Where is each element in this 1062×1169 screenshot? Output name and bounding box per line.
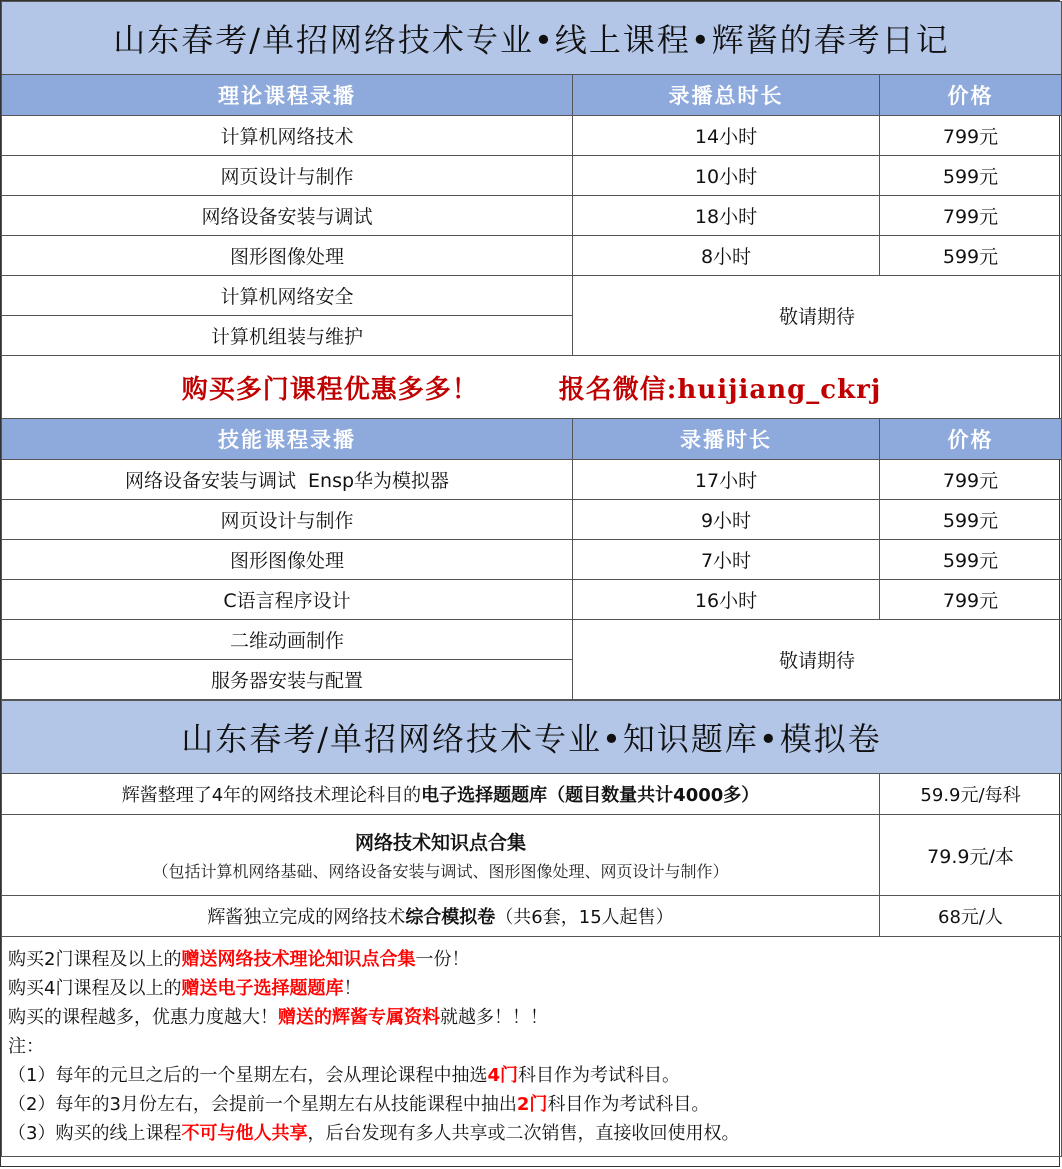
course-name: 网络设备安装与调试 bbox=[2, 196, 573, 236]
theory-header-row bbox=[2, 75, 1062, 116]
note-highlight: 不可与他人共享 bbox=[181, 1123, 308, 1144]
notes-block bbox=[2, 937, 1062, 1157]
knowledge-title: 网络技术知识点合集 bbox=[354, 832, 526, 854]
note-line bbox=[8, 1032, 1055, 1061]
table-row bbox=[2, 815, 1062, 896]
wechat-contact: 报名微信:huijiang_ckrj bbox=[558, 374, 882, 405]
note-highlight: 赠送的辉酱专属资料 bbox=[278, 1007, 440, 1028]
coming-soon-label: 敬请期待 bbox=[573, 276, 1062, 356]
course-name: 网页设计与制作 bbox=[2, 156, 573, 196]
note-line bbox=[8, 1090, 1055, 1119]
note-text: 一份！ bbox=[415, 949, 470, 970]
bank-price: 59.9元/每科 bbox=[880, 774, 1062, 815]
course-hours: 14小时 bbox=[573, 116, 880, 156]
theory-header-name: 理论课程录播 bbox=[2, 75, 573, 116]
note-line bbox=[8, 1061, 1055, 1090]
table-row bbox=[2, 540, 1062, 580]
knowledge-subtitle: （包括计算机网络基础、网络设备安装与调试、图形图像处理、网页设计与制作） bbox=[152, 862, 729, 881]
course-price: 799元 bbox=[880, 460, 1062, 500]
note-text: 购买2门课程及以上的 bbox=[8, 949, 182, 970]
course-name: 计算机网络安全 bbox=[2, 276, 573, 316]
table-row bbox=[2, 236, 1062, 276]
course-name: 二维动画制作 bbox=[2, 620, 573, 660]
skill-header-name: 技能课程录播 bbox=[2, 419, 573, 460]
coming-soon-label: 敬请期待 bbox=[573, 620, 1062, 700]
course-price: 599元 bbox=[880, 540, 1062, 580]
skill-header-price: 价格 bbox=[880, 419, 1062, 460]
note-line bbox=[8, 974, 1055, 1003]
note-text: 科目作为考试科目。 bbox=[547, 1094, 710, 1115]
note-highlight: 2门 bbox=[516, 1094, 548, 1115]
note-highlight: 赠送电子选择题题库 bbox=[181, 978, 344, 999]
table-row bbox=[2, 156, 1062, 196]
course-name: 计算机网络技术 bbox=[2, 116, 573, 156]
note-text: （2）每年的3月份左右，会提前一个星期左右从技能课程中抽出 bbox=[8, 1094, 517, 1115]
bank-desc: 辉酱整理了4年的网络技术理论科目的 bbox=[121, 785, 422, 806]
course-name: 网页设计与制作 bbox=[2, 500, 573, 540]
table-row bbox=[2, 500, 1062, 540]
note-line bbox=[8, 1119, 1055, 1148]
course-name: 服务器安装与配置 bbox=[2, 660, 573, 700]
note-text: 科目作为考试科目。 bbox=[517, 1065, 680, 1086]
note-text: ，后台发现有多人共享或二次销售，直接收回使用权。 bbox=[307, 1123, 740, 1144]
knowledge-price: 79.9元/本 bbox=[880, 815, 1062, 896]
note-text: 购买的课程越多，优惠力度越大！ bbox=[8, 1007, 278, 1028]
course-hours: 9小时 bbox=[573, 500, 880, 540]
mock-desc-bold: 综合模拟卷 bbox=[405, 907, 496, 928]
notes-row bbox=[2, 937, 1062, 1157]
course-table bbox=[1, 1, 1062, 700]
promo-row bbox=[2, 356, 1062, 419]
note-text: （1）每年的元旦之后的一个星期左右，会从理论课程中抽选 bbox=[8, 1065, 488, 1086]
course-price: 799元 bbox=[880, 580, 1062, 620]
note-heading: 注： bbox=[8, 1036, 44, 1057]
course-price: 599元 bbox=[880, 500, 1062, 540]
table-row bbox=[2, 460, 1062, 500]
theory-header-hours: 录播总时长 bbox=[573, 75, 880, 116]
promo-text: 购买多门课程优惠多多！ bbox=[181, 374, 479, 405]
course-name: 计算机组装与维护 bbox=[2, 316, 573, 356]
course-price: 599元 bbox=[880, 236, 1062, 276]
course-name: C语言程序设计 bbox=[2, 580, 573, 620]
course-hours: 7小时 bbox=[573, 540, 880, 580]
note-text: （3）购买的线上课程 bbox=[8, 1123, 182, 1144]
course-hours: 10小时 bbox=[573, 156, 880, 196]
theory-header-price: 价格 bbox=[880, 75, 1062, 116]
question-bank-table bbox=[1, 700, 1062, 1157]
course-name: 图形图像处理 bbox=[2, 540, 573, 580]
note-line bbox=[8, 1003, 1055, 1032]
course-price: 599元 bbox=[880, 156, 1062, 196]
course-hours: 18小时 bbox=[573, 196, 880, 236]
mock-desc-post: （共6套，15人起售） bbox=[495, 907, 674, 928]
note-text: ！ bbox=[343, 978, 362, 999]
table-row bbox=[2, 276, 1062, 316]
page-title: 山东春考/单招网络技术专业•线上课程•辉酱的春考日记 bbox=[2, 2, 1062, 75]
skill-header-row bbox=[2, 419, 1062, 460]
note-text: 购买4门课程及以上的 bbox=[8, 978, 182, 999]
table-row bbox=[2, 896, 1062, 937]
mock-price: 68元/人 bbox=[880, 896, 1062, 937]
table-row bbox=[2, 620, 1062, 660]
course-price: 799元 bbox=[880, 116, 1062, 156]
course-hours: 17小时 bbox=[573, 460, 880, 500]
note-highlight: 4门 bbox=[487, 1065, 518, 1086]
table-row bbox=[2, 116, 1062, 156]
mock-desc: 辉酱独立完成的网络技术 bbox=[207, 907, 406, 928]
bank-title: 山东春考/单招网络技术专业•知识题库•模拟卷 bbox=[2, 701, 1062, 774]
table-row bbox=[2, 580, 1062, 620]
note-text: 就越多！！！ bbox=[440, 1007, 548, 1028]
bank-desc-bold: 电子选择题题库（题目数量共计4000多） bbox=[421, 785, 760, 806]
skill-header-hours: 录播时长 bbox=[573, 419, 880, 460]
course-hours: 16小时 bbox=[573, 580, 880, 620]
course-hours: 8小时 bbox=[573, 236, 880, 276]
note-line bbox=[8, 945, 1055, 974]
table-row bbox=[2, 774, 1062, 815]
table-row bbox=[2, 196, 1062, 236]
course-price: 799元 bbox=[880, 196, 1062, 236]
course-name: 图形图像处理 bbox=[2, 236, 573, 276]
course-name: 网络设备安装与调试 Ensp华为模拟器 bbox=[2, 460, 573, 500]
note-highlight: 赠送网络技术理论知识点合集 bbox=[181, 949, 416, 970]
